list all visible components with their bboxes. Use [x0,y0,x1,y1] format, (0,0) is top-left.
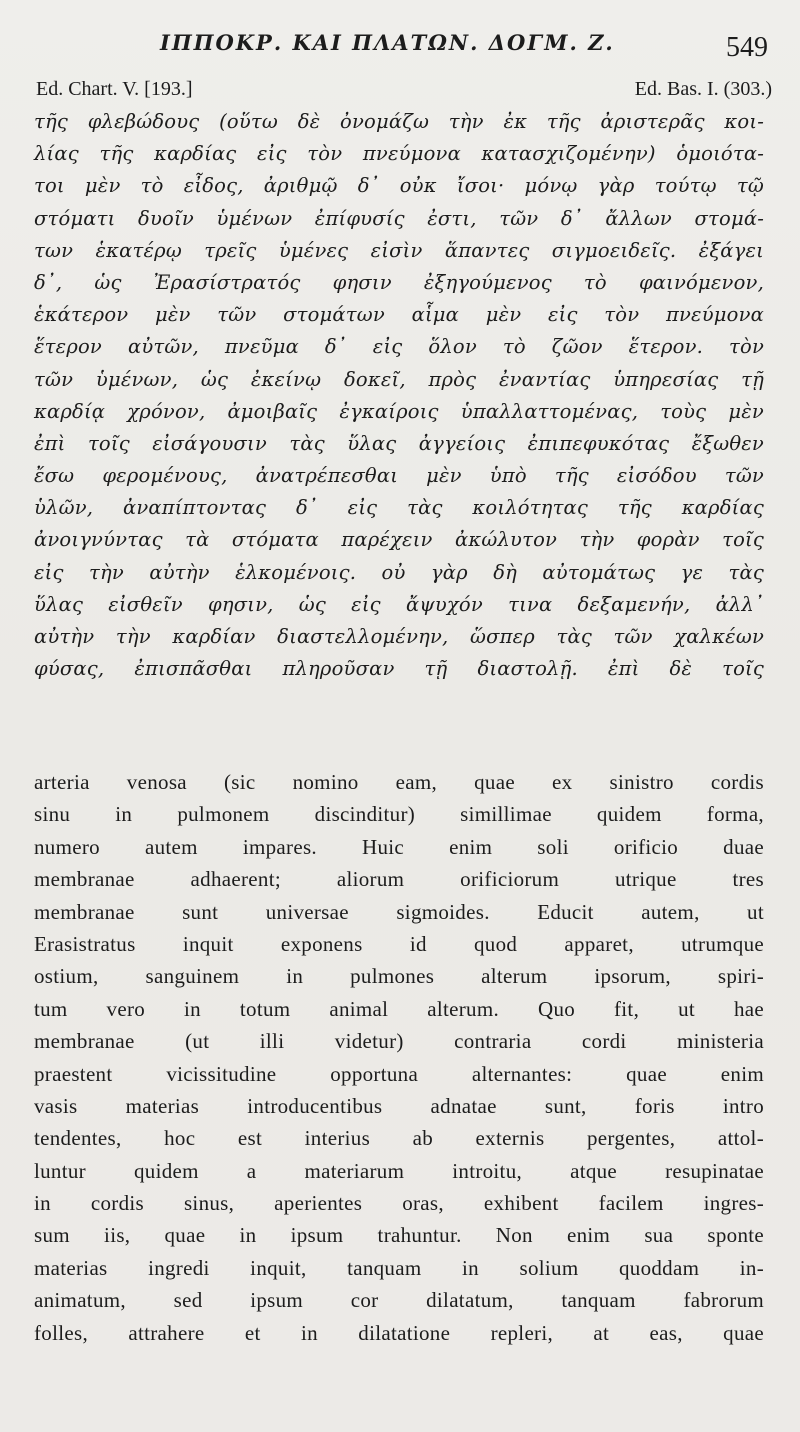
edition-references [36,78,772,104]
latin-line: arteria venosa (sic nomino eam, quae ex sinistro cordis [34,770,764,794]
latin-line: membranae (ut illi videtur) contraria cordi ministeria [34,1029,764,1054]
latin-line: numero autem impares. Huic enim soli orificio duae [34,834,764,859]
greek-line: δ᾽, ὡς Ἐρασίστρατός φησιν ἐξηγούμενος τὸ φαινόμενον, [34,270,764,294]
greek-line: ἑκάτερον μὲν τῶν στομάτων αἷμα μὲν εἰς τὸν πνεύμονα [34,303,764,327]
greek-line: τοι μὲν τὸ εἶδος, ἀριθμῷ δ᾽ οὐκ ἴσοι· μόνῳ γὰρ τούτῳ τῷ [34,174,764,198]
running-title: ΙΠΠΟΚΡ. ΚΑΙ ΠΛΑΤΩΝ. ΔΟΓΜ. Ζ. [160,30,615,55]
latin-line: sinu in pulmonem discinditur) simillimae quidem forma, [34,802,764,827]
edition-basel: Ed. Bas. I. (303.) [634,78,772,100]
greek-line: στόματι δυοῖν ὑμένων ἐπίφυσίς ἐστι, τῶν δ᾽ ἄλλων στομά- [34,206,764,230]
latin-line: materias ingredi inquit, tanquam in solium quoddam in- [34,1255,764,1280]
latin-line: in cordis sinus, aperientes oras, exhibent facilem ingres- [34,1191,764,1216]
greek-line: τῶν ὑμένων, ὡς ἐκείνῳ δοκεῖ, πρὸς ἐναντίας ὑπηρεσίας τῇ [34,367,764,391]
greek-line: ὕλας εἰσθεῖν φησιν, ὡς εἰς ἄψυχόν τινα δεξαμενήν, ἀλλ᾽ [34,592,764,616]
greek-line: αὐτὴν τὴν καρδίαν διαστελλομένην, ὥσπερ τὰς τῶν χαλκέων [34,625,764,648]
greek-line: ἀνοιγνύντας τὰ στόματα παρέχειν ἀκώλυτον τὴν φορὰν τοῖς [34,528,764,552]
greek-line: ὑλῶν, ἀναπίπτοντας δ᾽ εἰς τὰς κοιλότητας τῆς καρδίας [34,496,764,520]
greek-line: εἰς τὴν αὐτὴν ἑλκομένοις. οὐ γὰρ δὴ αὐτομάτως γε τὰς [34,560,764,584]
greek-line: ἔσω φερομένους, ἀνατρέπεσθαι μὲν ὑπὸ τῆς εἰσόδου τῶν [34,464,764,488]
greek-line: λίας τῆς καρδίας εἰς τὸν πνεύμονα κατασχιζομένην) ὁμοιότα- [34,142,764,166]
latin-line: luntur quidem a materiarum introitu, atque resupinatae [34,1158,764,1183]
latin-line: membranae sunt universae sigmoides. Educit autem, ut [34,899,764,924]
latin-line: tendentes, hoc est interius ab externis pergentes, attol- [34,1126,764,1151]
latin-line: sum iis, quae in ipsum trahuntur. Non enim sua sponte [34,1223,764,1248]
greek-text-block [34,106,764,685]
latin-line: animatum, sed ipsum cor dilatatum, tanquam fabrorum [34,1288,764,1313]
latin-line: Erasistratus inquit exponens id quod apparet, utrumque [34,931,764,956]
greek-line: των ἑκατέρῳ τρεῖς ὑμένες εἰσὶν ἅπαντες σιγμοειδεῖς. ἐξάγει [34,238,764,262]
latin-line: membranae adhaerent; aliorum orificiorum utrique tres [34,867,764,892]
greek-line: φύσας, ἐπισπᾶσθαι πληροῦσαν τῇ διαστολῇ. ἐπὶ δὲ τοῖς [34,657,764,681]
greek-line: ἐπὶ τοῖς εἰσάγουσιν τὰς ὕλας ἀγγείοις ἐπιπεφυκότας ἔξωθεν [34,431,764,455]
latin-line: vasis materias introducentibus adnatae sunt, foris intro [34,1093,764,1118]
greek-line: ἕτερον αὐτῶν, πνεῦμα δ᾽ εἰς ὅλον τὸ ζῶον ἕτερον. τὸν [34,335,764,359]
latin-line: tum vero in totum animal alterum. Quo fit, ut hae [34,996,764,1021]
latin-line: folles, attrahere et in dilatatione repleri, at eas, quae [34,1320,764,1345]
greek-line: τῆς φλεβώδους (οὕτω δὲ ὀνομάζω τὴν ἐκ τῆς ἀριστερᾶς κοι- [34,110,764,133]
running-head [0,28,800,64]
greek-line: καρδίᾳ χρόνον, ἀμοιβαῖς ἐγκαίροις ὑπαλλαττομένας, τοὺς μὲν [34,399,764,423]
latin-line: ostium, sanguinem in pulmones alterum ipsorum, spiri- [34,964,764,989]
latin-text-block [34,766,764,1349]
edition-chartier: Ed. Chart. V. [193.] [36,78,193,100]
latin-line: praestent vicissitudine opportuna alternantes: quae enim [34,1061,764,1086]
page-number: 549 [726,32,768,63]
